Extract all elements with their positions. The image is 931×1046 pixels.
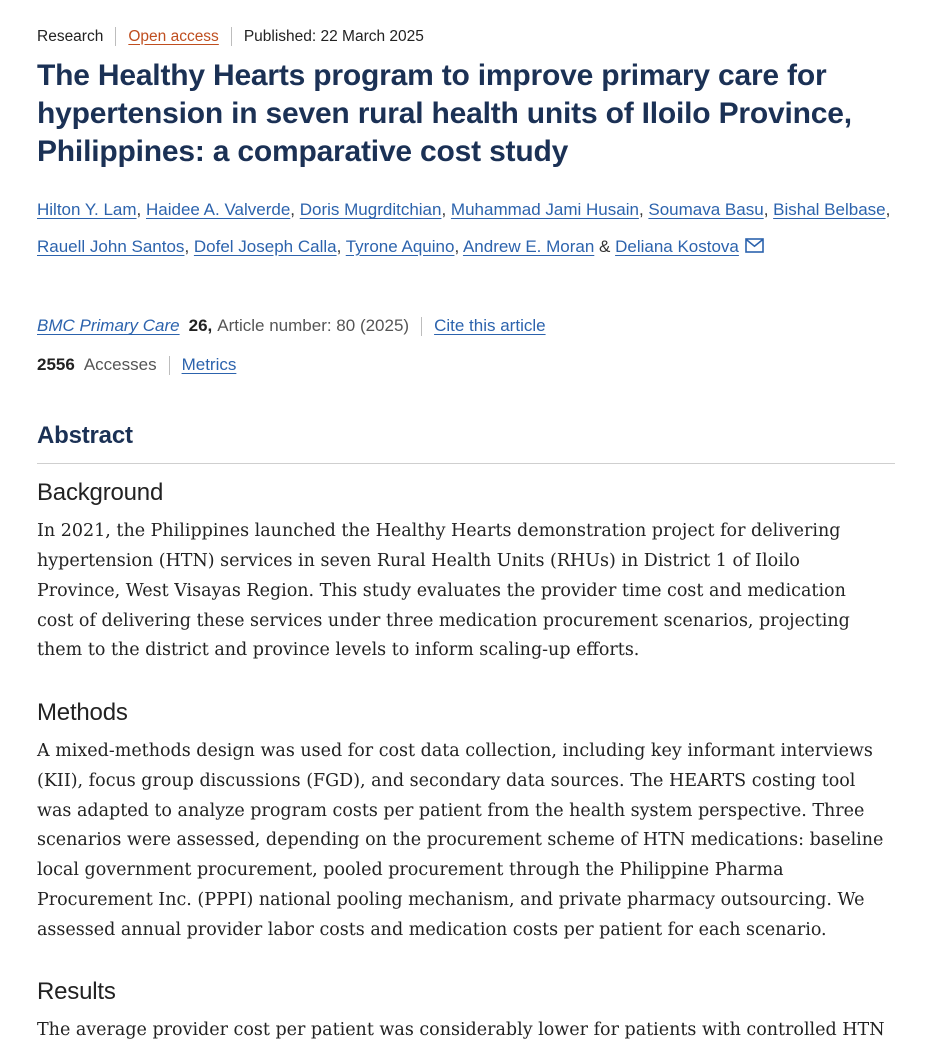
divider bbox=[231, 27, 232, 46]
divider bbox=[421, 317, 422, 336]
accesses-label: Accesses bbox=[83, 355, 157, 375]
methods-paragraph: A mixed-methods design was used for cost data collection, including key informant interviews (KII), focus group discussions (FGD), and secondary data sources. The HEARTS costing tool was adapted to analyze program costs per patient from the health system perspective. Three scenarios were assessed, depending on the procurement scheme of HTN medications: baseline local government procurement, pooled procurement through the Philippine Pharma Procurement Inc. (PPPI) national pooling mechanism, and private pharmacy outsourcing. We assessed annual provider labor costs and medication costs per patient for each scenario. bbox=[37, 741, 884, 940]
background-heading: Background bbox=[37, 479, 164, 507]
background-paragraph: In 2021, the Philippines launched the Healthy Hearts demonstration project for delivering hypertension (HTN) services in seven Rural Health Units (RHUs) in District 1 of Iloilo Province, West Visayas Region. This study evaluates the provider time cost and medication cost of delivering these services under three medication procurement scenarios, projecting them to the district and province levels to inform scaling-up efforts. bbox=[37, 521, 850, 661]
author-link[interactable]: Deliana Kostova bbox=[615, 236, 739, 256]
authors-line bbox=[37, 192, 895, 265]
cite-article-link[interactable]: Cite this article bbox=[434, 316, 546, 336]
author-link[interactable]: Dofel Joseph Calla bbox=[193, 236, 337, 256]
author-link[interactable]: Hilton Y. Lam bbox=[37, 200, 137, 220]
author-link[interactable]: Tyrone Aquino bbox=[345, 236, 455, 256]
article-type-label: Research bbox=[37, 27, 104, 45]
author-link[interactable]: Rauell John Santos bbox=[37, 236, 185, 256]
results-paragraph: The average provider cost per patient was considerably lower for patients with controlled HTN bbox=[37, 1020, 885, 1041]
metrics-row bbox=[37, 355, 895, 375]
metrics-link[interactable]: Metrics bbox=[181, 355, 237, 375]
author-link[interactable]: Muhammad Jami Husain bbox=[450, 200, 639, 220]
journal-volume: 26, bbox=[188, 316, 213, 336]
author-link[interactable]: Soumava Basu bbox=[648, 200, 764, 220]
author-link[interactable]: Andrew E. Moran bbox=[462, 236, 595, 256]
email-envelope-icon[interactable] bbox=[745, 238, 764, 253]
journal-citation-row bbox=[37, 316, 895, 336]
abstract-heading: Abstract bbox=[37, 422, 133, 450]
page-title: The Healthy Hearts program to improve primary care for hypertension in seven rural health units of Iloilo Province, Philippines: a comparative cost study bbox=[37, 59, 852, 169]
methods-heading: Methods bbox=[37, 699, 128, 727]
published-date: Published: 22 March 2025 bbox=[243, 27, 424, 45]
journal-title-link[interactable]: BMC Primary Care bbox=[37, 316, 180, 336]
article-meta-row bbox=[37, 27, 895, 46]
results-heading: Results bbox=[37, 978, 116, 1006]
author-links: Hilton Y. Lam, Haidee A. Valverde, Doris Mugrditchian, Muhammad Jami Husain, Soumava Basu, Bishal Belbase, Rauell John Santos, Dofel Joseph Calla, Tyrone Aquino, Andrew E. Moran & Deliana Kostova bbox=[37, 200, 891, 256]
author-link[interactable]: Doris Mugrditchian bbox=[299, 200, 442, 220]
divider bbox=[115, 27, 116, 46]
open-access-link[interactable]: Open access bbox=[128, 27, 219, 45]
article-number: Article number: 80 (2025) bbox=[217, 316, 410, 336]
accesses-count: 2556 bbox=[37, 355, 75, 375]
author-link[interactable]: Bishal Belbase bbox=[773, 200, 886, 220]
section-rule bbox=[37, 463, 895, 464]
divider bbox=[169, 356, 170, 375]
author-link[interactable]: Haidee A. Valverde bbox=[146, 200, 291, 220]
